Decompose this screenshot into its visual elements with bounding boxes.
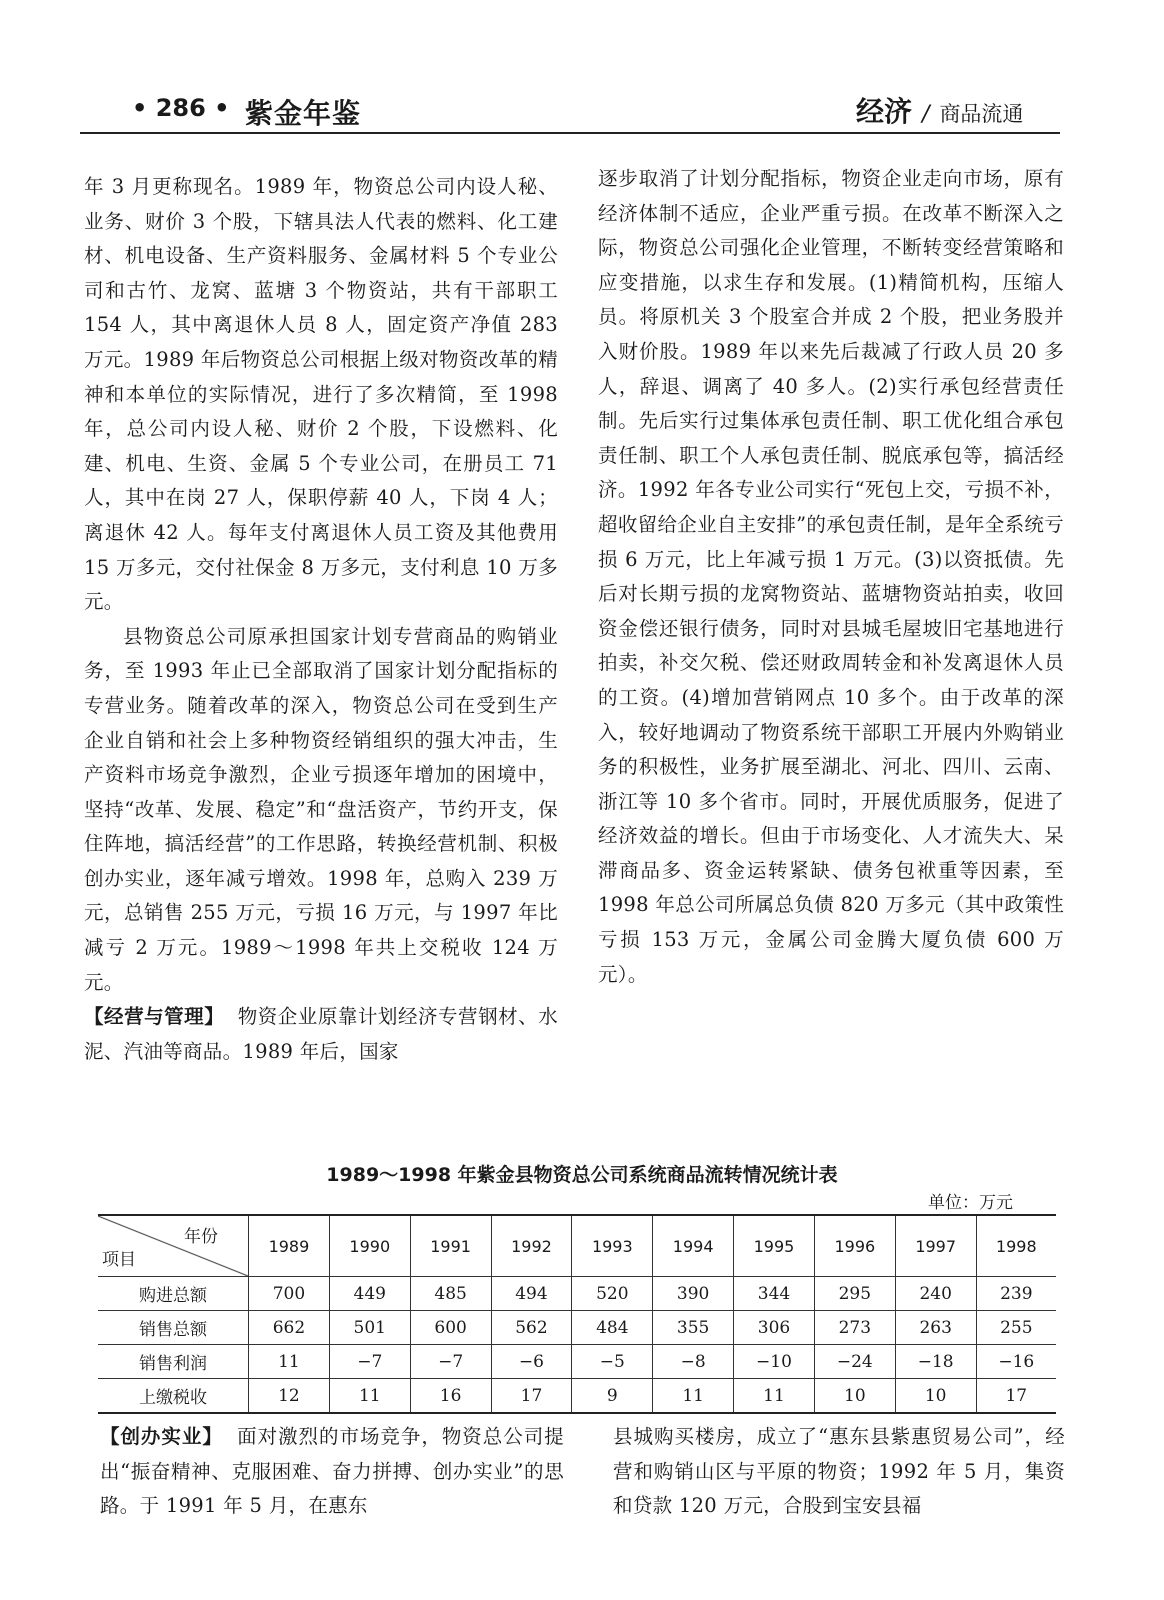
table-row [98, 1311, 1056, 1345]
table-cell: 263 [895, 1311, 976, 1345]
table-cell: −10 [734, 1345, 815, 1379]
table-cell: 255 [976, 1311, 1056, 1345]
paragraph: 县城购买楼房，成立了“惠东县紫惠贸易公司”，经营和购销山区与平原的物资；1992 年 5 月，集资和贷款 120 万元，合股到宝安县福 [613, 1425, 1065, 1518]
paragraph [84, 1000, 558, 1069]
table-cell: 10 [895, 1379, 976, 1414]
table-cell: 240 [895, 1277, 976, 1311]
table-cell: 16 [410, 1379, 491, 1414]
year-header: 1997 [895, 1215, 976, 1277]
table-cell: 11 [249, 1345, 330, 1379]
table-unit: 单位：万元 [928, 1193, 1013, 1213]
year-header: 1991 [410, 1215, 491, 1277]
table-cell: 344 [734, 1277, 815, 1311]
table-cell: 600 [410, 1311, 491, 1345]
table-cell: 12 [249, 1379, 330, 1414]
table-cell: 11 [329, 1379, 410, 1414]
table-cell: 355 [653, 1311, 734, 1345]
table-cell: 390 [653, 1277, 734, 1311]
table-cell: 295 [814, 1277, 895, 1311]
table-cell: 10 [814, 1379, 895, 1414]
left-column [84, 170, 558, 1069]
corner-item-label: 项目 [102, 1250, 136, 1270]
statistics-table [98, 1214, 1056, 1414]
corner-year-label: 年份 [184, 1227, 218, 1247]
subsection-tag: 【经营与管理】 [84, 1005, 225, 1029]
year-header: 1996 [814, 1215, 895, 1277]
year-header: 1994 [653, 1215, 734, 1277]
year-header: 1993 [572, 1215, 653, 1277]
paragraph-text: 面对激烈的市场竞争，物资总公司提出“振奋精神、克服困难、奋力拼搏、创办实业”的思路。于 1991 年 5 月，在惠东 [100, 1425, 564, 1518]
table-row [98, 1277, 1056, 1311]
table-cell: 494 [491, 1277, 572, 1311]
table-cell: 520 [572, 1277, 653, 1311]
row-label: 销售利润 [98, 1345, 249, 1379]
table-cell: −7 [410, 1345, 491, 1379]
table-cell: 239 [976, 1277, 1056, 1311]
section-name: 经济 [856, 95, 913, 128]
running-header [80, 88, 1060, 134]
table-row [98, 1345, 1056, 1379]
table-cell: 17 [976, 1379, 1056, 1414]
paragraph: 年 3 月更称现名。1989 年，物资总公司内设人秘、业务、财价 3 个股，下辖具法人代表的燃料、化工建材、机电设备、生产资料服务、金属材料 5 个专业公司和古竹、龙窝、蓝塘 3 个物资站，共有干部职工 154 人，其中离退休人员 8 人，固定资产净值 283 万元。1989 年后物资总公司根据上级对物资改革的精神和本单位的实际情况，进行了多次精简，至 1998 年，总公司内设人秘、财价 2 个股，下设燃料、化建、机电、生资、金属 5 个专业公司，在册员工 71 人，其中在岗 27 人，保职停薪 40 人，下岗 4 人；离退休 42 人。每年支付离退休人员工资及其他费用 15 万多元，交付社保金 8 万多元，支付利息 10 万多元。 [84, 175, 558, 614]
row-label: 销售总额 [98, 1311, 249, 1345]
table-cell: 700 [249, 1277, 330, 1311]
table-cell: 449 [329, 1277, 410, 1311]
book-title: 紫金年鉴 [245, 97, 362, 130]
table-corner-cell [98, 1215, 249, 1277]
bottom-left-column [100, 1420, 564, 1524]
year-header: 1990 [329, 1215, 410, 1277]
table-cell: −8 [653, 1345, 734, 1379]
year-header: 1995 [734, 1215, 815, 1277]
table-cell: 17 [491, 1379, 572, 1414]
row-label: 购进总额 [98, 1277, 249, 1311]
table-cell: 306 [734, 1311, 815, 1345]
table-cell: 11 [734, 1379, 815, 1414]
year-header: 1989 [249, 1215, 330, 1277]
year-header: 1998 [976, 1215, 1056, 1277]
table-cell: 485 [410, 1277, 491, 1311]
table-cell: −16 [976, 1345, 1056, 1379]
table-cell: 484 [572, 1311, 653, 1345]
table-cell: −5 [572, 1345, 653, 1379]
paragraph: 县物资总公司原承担国家计划专营商品的购销业务，至 1993 年止已全部取消了国家计划分配指标的专营业务。随着改革的深入，物资总公司在受到生产企业自销和社会上多种物资经销组织的强大冲击，生产资料市场竞争激烈，企业亏损逐年增加的困境中，坚持“改革、发展、稳定”和“盘活资产，节约开支，保住阵地，搞活经营”的工作思路，转换经营机制、积极创办实业，逐年减亏增效。1998 年，总购入 239 万元，总销售 255 万元，亏损 16 万元，与 1997 年比减亏 2 万元。1989～1998 年共上交税收 124 万元。 [84, 624, 558, 994]
table-title: 1989～1998 年紫金县物资总公司系统商品流转情况统计表 [326, 1164, 838, 1186]
table-cell: −24 [814, 1345, 895, 1379]
paragraph [100, 1420, 564, 1524]
table-cell: 501 [329, 1311, 410, 1345]
table-cell: 9 [572, 1379, 653, 1414]
table-row [98, 1379, 1056, 1414]
table-cell: −6 [491, 1345, 572, 1379]
table-cell: 11 [653, 1379, 734, 1414]
subsection-name: 商品流通 [939, 102, 1024, 126]
section-heading [856, 90, 1023, 130]
table-header-row [98, 1215, 1056, 1277]
table-cell: 662 [249, 1311, 330, 1345]
table-cell: 273 [814, 1311, 895, 1345]
right-column [598, 162, 1064, 992]
paragraph: 逐步取消了计划分配指标，物资企业走向市场，原有经济体制不适应，企业严重亏损。在改革不断深入之际，物资总公司强化企业管理，不断转变经营策略和应变措施，以求生存和发展。(1)精简机构，压缩人员。将原机关 3 个股室合并成 2 个股，把业务股并入财价股。1989 年以来先后裁减了行政人员 20 多人，辞退、调离了 40 多人。(2)实行承包经营责任制。先后实行过集体承包责任制、职工优化组合承包责任制、职工个人承包责任制、脱底承包等，搞活经济。1992 年各专业公司实行“死包上交，亏损不补，超收留给企业自主安排”的承包责任制，是年全系统亏损 6 万元，比上年减亏损 1 万元。(3)以资抵债。先后对长期亏损的龙窝物资站、蓝塘物资站拍卖，收回资金偿还银行债务，同时对县城毛屋坡旧宅基地进行拍卖，补交欠税、偿还财政周转金和补发离退休人员的工资。(4)增加营销网点 10 多个。由于改革的深入，较好地调动了物资系统干部职工开展内外购销业务的积极性，业务扩展至湖北、河北、四川、云南、浙江等 10 多个省市。同时，开展优质服务，促进了经济效益的增长。但由于市场变化、人才流失大、呆滞商品多、资金运转紧缺、债务包袱重等因素，至 1998 年总公司所属总负债 820 万多元（其中政策性亏损 153 万元，金属公司金腾大厦负债 600 万元）。 [598, 167, 1064, 986]
section-separator: / [922, 102, 930, 127]
bottom-right-column [613, 1420, 1065, 1524]
paragraph-text: 物资企业原靠计划经济专营钢材、水泥、汽油等商品。1989 年后，国家 [84, 1005, 558, 1063]
table-cell: −18 [895, 1345, 976, 1379]
table-cell: −7 [329, 1345, 410, 1379]
table-cell: 562 [491, 1311, 572, 1345]
year-header: 1992 [491, 1215, 572, 1277]
row-label: 上缴税收 [98, 1379, 249, 1414]
page-number: • 286 • [132, 94, 230, 122]
subsection-tag: 【创办实业】 [100, 1425, 223, 1448]
